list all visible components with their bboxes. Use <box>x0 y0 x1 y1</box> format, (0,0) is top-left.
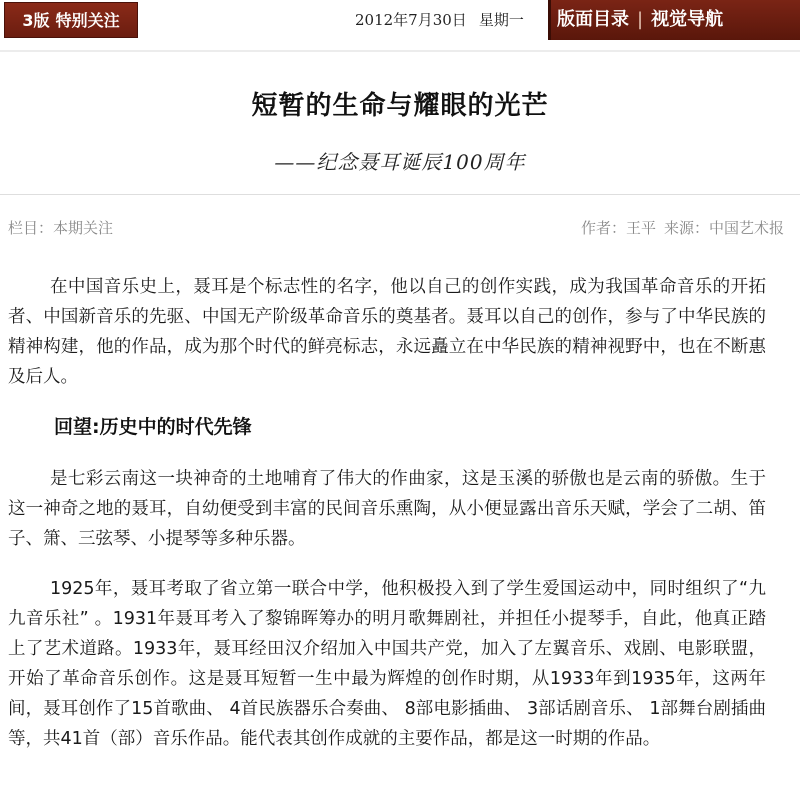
nav-tab <box>548 0 800 40</box>
article-paragraph: 在中国音乐史上，聂耳是个标志性的名字，他以自己的创作实践，成为我国革命音乐的开拓者、中国新音乐的先驱、中国无产阶级革命音乐的奠基者。聂耳以自己的创作，参与了中华民族的精神构建，他的作品，成为那个时代的鲜亮标志，永远矗立在中华民族的精神视野中，也在不断惠及后人。 <box>8 277 766 387</box>
article-author: 作者：王平 <box>580 219 656 237</box>
section-tag <box>4 2 138 38</box>
article-meta <box>573 217 784 238</box>
issue-weekday: 星期一 <box>478 11 524 29</box>
date-line <box>355 0 536 40</box>
nav-catalog-link[interactable]: 版面目录 <box>557 9 629 30</box>
article-paragraph: 1925年，聂耳考取了省立第一联合中学，他积极投入到了学生爱国运动中，同时组织了“九九音乐社” 。1931年聂耳考入了黎锦晖筹办的明月歌舞剧社，并担任小提琴手，自此，他真正踏上了艺术道路。1933年，聂耳经田汉介绍加入中国共产党，加入了左翼音乐、戏剧、电影联盟，开始了革命音乐创作。这是聂耳短暂一生中最为辉煌的创作时期，从1933年到1935年，这两年间，聂耳创作了15首歌曲、 4首民族器乐合奏曲、 8部电影插曲、 3部话剧音乐、 1部舞台剧插曲等，共41首（部）音乐作品。能代表其创作成就的主要作品，都是这一时期的作品。 <box>8 579 766 749</box>
nav-separator: | <box>637 9 644 30</box>
article-title: 短暂的生命与耀眼的光芒 <box>251 91 549 121</box>
article-subtitle: ——纪念聂耳诞辰100周年 <box>274 150 526 174</box>
article-body <box>8 272 766 774</box>
section-name: 特别关注 <box>55 11 120 30</box>
article-paragraph: 是七彩云南这一块神奇的土地哺育了伟大的作曲家，这是玉溪的骄傲也是云南的骄傲。生于这一神奇之地的聂耳，自幼便受到丰富的民间音乐熏陶，从小便显露出音乐天赋，学会了二胡、笛子、箫、三弦琴、小提琴等多种乐器。 <box>8 469 766 549</box>
article-column: 栏目：本期关注 <box>8 219 114 237</box>
section-heading: 回望:历史中的时代先锋 <box>54 416 252 438</box>
section-number: 3版 <box>22 11 50 30</box>
top-bar <box>0 0 800 40</box>
issue-date: 2012年7月30日 <box>355 11 467 29</box>
nav-visual-link[interactable]: 视觉导航 <box>651 9 724 30</box>
article-source: 来源：中国艺术报 <box>663 219 784 237</box>
header-divider <box>0 50 800 52</box>
title-divider <box>0 194 800 195</box>
